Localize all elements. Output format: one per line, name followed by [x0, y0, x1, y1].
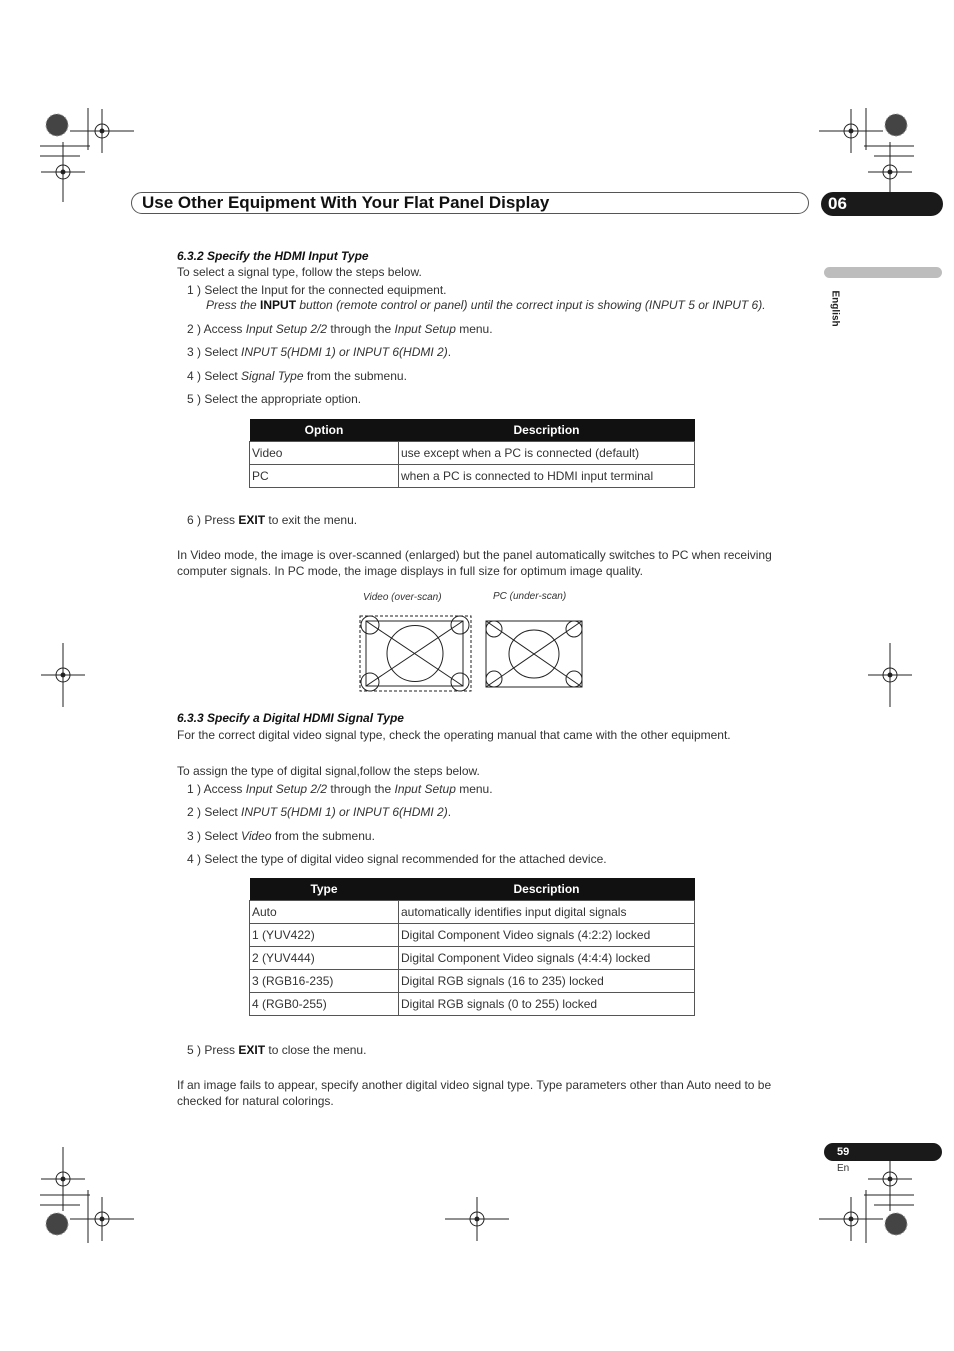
section2-paragraph-line1: If an image fails to appear, specify another digital video signal type. Type parameters other than Auto need to be — [177, 1078, 772, 1092]
table-row — [250, 970, 695, 993]
pc-underscan-diagram — [484, 619, 584, 689]
step-text: 2 ) Select — [187, 805, 242, 819]
menu-name: Input Setup 2/2 — [245, 782, 328, 796]
exit-key: EXIT — [238, 513, 266, 527]
step-text: 5 ) Press — [187, 1043, 239, 1057]
table-cell: Digital RGB signals (0 to 255) locked — [399, 993, 695, 1016]
table-header-row — [250, 878, 695, 901]
section2-intro2: To assign the type of digital signal,follow the steps below. — [177, 764, 480, 778]
table-cell: Digital Component Video signals (4:2:2) locked — [399, 924, 695, 947]
video-overscan-diagram — [358, 614, 474, 694]
step-4: 4 ) Select the type of digital video signal recommended for the attached device. — [187, 852, 607, 866]
chapter-badge — [821, 192, 943, 216]
step-text: to exit the menu. — [265, 513, 358, 527]
table-cell: 3 (RGB16-235) — [250, 970, 399, 993]
step-text: menu. — [455, 782, 493, 796]
menu-item: Video — [241, 829, 272, 843]
section1-paragraph-line1: In Video mode, the image is over-scanned (enlarged) but the panel automatically switches to PC when receiving — [177, 548, 772, 562]
section1-paragraph-line2: computer signals. In PC mode, the image displays in full size for optimum image quality. — [177, 564, 643, 578]
diagram-label-pc: PC (under-scan) — [493, 591, 567, 602]
section1-intro: To select a signal type, follow the steps below. — [177, 265, 422, 279]
page-number: 59 — [837, 1146, 850, 1158]
menu-name: Input Setup 2/2 — [245, 322, 328, 336]
column-header: Type — [250, 878, 399, 901]
option-table — [249, 419, 695, 488]
step-5 — [187, 1043, 366, 1057]
table-row — [250, 442, 695, 465]
step-text: 1 ) Access — [187, 782, 246, 796]
table-cell: PC — [250, 465, 399, 488]
table-cell: Digital Component Video signals (4:4:4) locked — [399, 947, 695, 970]
table-cell: use except when a PC is connected (default) — [399, 442, 695, 465]
signal-type-table — [249, 878, 695, 1016]
section2-intro: For the correct digital video signal type, check the operating manual that came with the other equipment. — [177, 728, 731, 742]
step-text: . — [447, 805, 452, 819]
step-text: from the submenu. — [271, 829, 375, 843]
menu-name: Input Setup — [394, 782, 456, 796]
table-cell: Auto — [250, 901, 399, 924]
step-1: 1 ) Select the Input for the connected equipment. — [187, 283, 447, 297]
step-1 — [187, 782, 493, 796]
chapter-number: 06 — [828, 194, 847, 213]
step-text: 2 ) Access — [187, 322, 246, 336]
menu-name: Input Setup — [394, 322, 456, 336]
column-header: Option — [250, 419, 399, 442]
table-row — [250, 993, 695, 1016]
exit-key: EXIT — [238, 1043, 266, 1057]
diagram-label-video: Video (over-scan) — [363, 592, 442, 603]
menu-item: Signal Type — [241, 369, 304, 383]
page-number-badge — [824, 1143, 942, 1161]
note-text: button (remote control or panel) until the correct input is showing (INPUT 5 or INPUT 6). — [296, 298, 766, 312]
note-text: Press the — [206, 298, 261, 312]
input-key: INPUT — [260, 298, 297, 312]
step-text: 3 ) Select — [187, 345, 242, 359]
table-row — [250, 924, 695, 947]
section-heading-digital-signal-type: 6.3.3 Specify a Digital HDMI Signal Type — [177, 711, 404, 725]
table-header-row — [250, 419, 695, 442]
table-row — [250, 947, 695, 970]
table-cell: Digital RGB signals (16 to 235) locked — [399, 970, 695, 993]
menu-item: INPUT 5(HDMI 1) or INPUT 6(HDMI 2) — [241, 345, 448, 359]
language-label: English — [829, 290, 841, 327]
step-text: 6 ) Press — [187, 513, 239, 527]
table-cell: 4 (RGB0-255) — [250, 993, 399, 1016]
step-5: 5 ) Select the appropriate option. — [187, 392, 362, 406]
page-language-code: En — [837, 1163, 850, 1174]
menu-item: INPUT 5(HDMI 1) or INPUT 6(HDMI 2) — [241, 805, 448, 819]
step-text: through the — [327, 782, 395, 796]
table-row — [250, 465, 695, 488]
table-cell: 2 (YUV444) — [250, 947, 399, 970]
step-text: 3 ) Select — [187, 829, 242, 843]
section2-paragraph-line2: checked for natural colorings. — [177, 1094, 334, 1108]
step-text: menu. — [455, 322, 493, 336]
step-text: . — [447, 345, 452, 359]
page-title: Use Other Equipment With Your Flat Panel Display — [142, 193, 550, 212]
table-cell: automatically identifies input digital signals — [399, 901, 695, 924]
table-cell: Video — [250, 442, 399, 465]
table-cell: when a PC is connected to HDMI input terminal — [399, 465, 695, 488]
step-2 — [187, 322, 493, 336]
table-cell: 1 (YUV422) — [250, 924, 399, 947]
step-1-note — [206, 298, 766, 312]
table-row — [250, 901, 695, 924]
language-tab — [824, 267, 942, 278]
step-2 — [187, 805, 451, 819]
column-header: Description — [399, 419, 695, 442]
step-4 — [187, 369, 407, 383]
step-text: 4 ) Select — [187, 369, 242, 383]
section-heading-hdmi-input-type: 6.3.2 Specify the HDMI Input Type — [177, 249, 369, 263]
column-header: Description — [399, 878, 695, 901]
step-6 — [187, 513, 357, 527]
step-text: to close the menu. — [265, 1043, 367, 1057]
step-3 — [187, 345, 451, 359]
step-3 — [187, 829, 375, 843]
step-text: through the — [327, 322, 395, 336]
step-text: from the submenu. — [303, 369, 407, 383]
